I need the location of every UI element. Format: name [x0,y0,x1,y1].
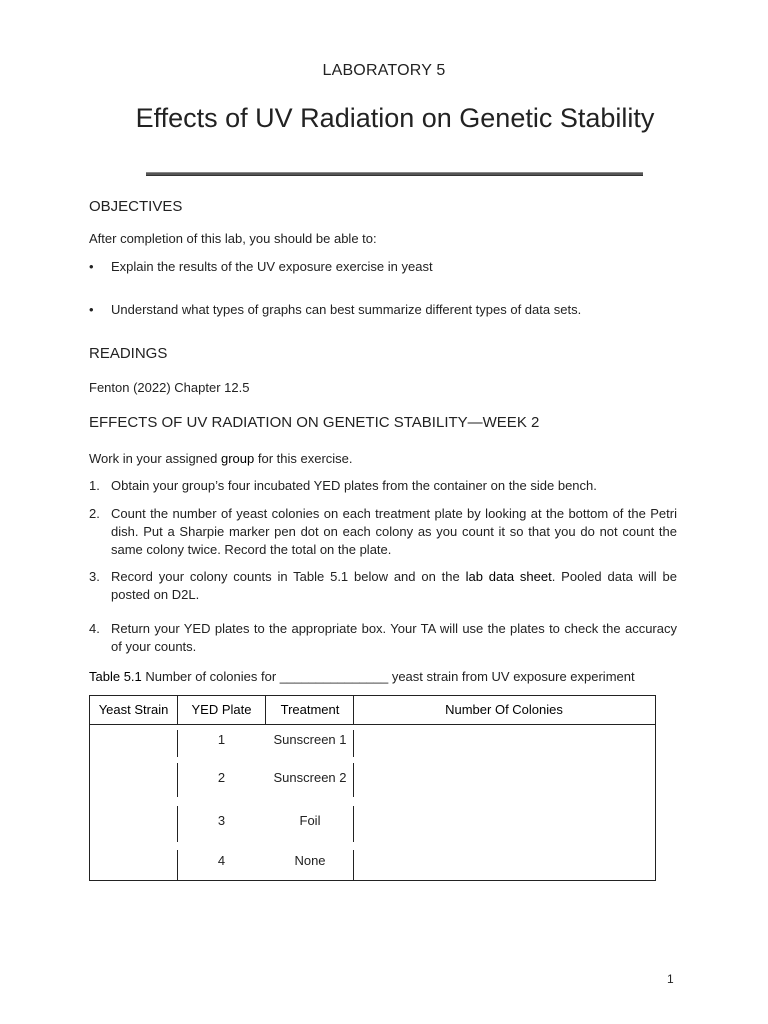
plate-cell: 4 [217,853,226,868]
plate-cell: 2 [217,770,226,785]
objectives-heading: OBJECTIVES [89,198,183,215]
objective-text: Explain the results of the UV exposure exercise in yeast [111,259,433,274]
column-divider [265,696,266,724]
lab-number: LABORATORY 5 [322,62,446,79]
bullet-icon: • [89,259,94,274]
objective-text: Understand what types of graphs can best summarize different types of data sets. [111,302,582,317]
week2-heading: EFFECTS OF UV RADIATION ON GENETIC STABILITY—WEEK 2 [89,414,540,431]
readings-text: Fenton (2022) Chapter 12.5 [89,380,250,395]
treatment-cell: Foil [299,813,321,828]
intro-text: for this exercise. [254,451,353,466]
table-header-row [90,696,655,725]
table-caption [89,669,689,684]
intro-text: Work in your assigned [89,451,221,466]
header-yed-plate: YED Plate [191,702,252,717]
step-text: Obtain your group’s four incubated YED plates from the container on the side bench. [111,478,597,493]
page-number: 1 [667,972,674,986]
header-yeast-strain: Yeast Strain [98,702,169,717]
step-text: Record your colony counts in Table 5.1 below and on the lab data sheet. Pooled data will be posted on D2L. [111,569,677,602]
treatment-cell: Sunscreen 1 [273,732,347,747]
group-link[interactable]: group [221,451,255,466]
week2-intro [89,450,679,468]
title-divider [146,172,643,176]
caption-text: Number of colonies for _______________ yeast strain from UV exposure experiment [141,669,635,684]
treatment-cell: Sunscreen 2 [273,770,347,785]
step-number: 3. [89,569,100,584]
readings-heading: READINGS [89,345,168,362]
plate-cell: 1 [217,732,226,747]
plate-cell: 3 [217,813,226,828]
step-text: Return your YED plates to the appropriate box. Your TA will use the plates to check the accuracy of your counts. [111,621,677,654]
header-treatment: Treatment [280,702,340,717]
header-number-of-colonies: Number Of Colonies [445,702,563,717]
column-divider [177,696,178,724]
treatment-cell: None [294,853,326,868]
objectives-intro: After completion of this lab, you should be able to: [89,231,377,246]
step-number: 1. [89,478,100,493]
page-title: Effects of UV Radiation on Genetic Stability [135,103,655,133]
step-number: 4. [89,621,100,636]
step-text: Count the number of yeast colonies on each treatment plate by looking at the bottom of the Petri dish. Put a Sharpie marker pen dot on each colony as you count it so that you do not count the same colony twice. Record the total on the plate. [111,506,677,557]
bullet-icon: • [89,302,94,317]
colony-count-table [89,695,656,881]
column-divider [353,696,354,724]
step-number: 2. [89,506,100,521]
lab-data-sheet-link[interactable]: lab data sheet [465,569,552,584]
table-label: Table 5.1 [89,669,142,684]
